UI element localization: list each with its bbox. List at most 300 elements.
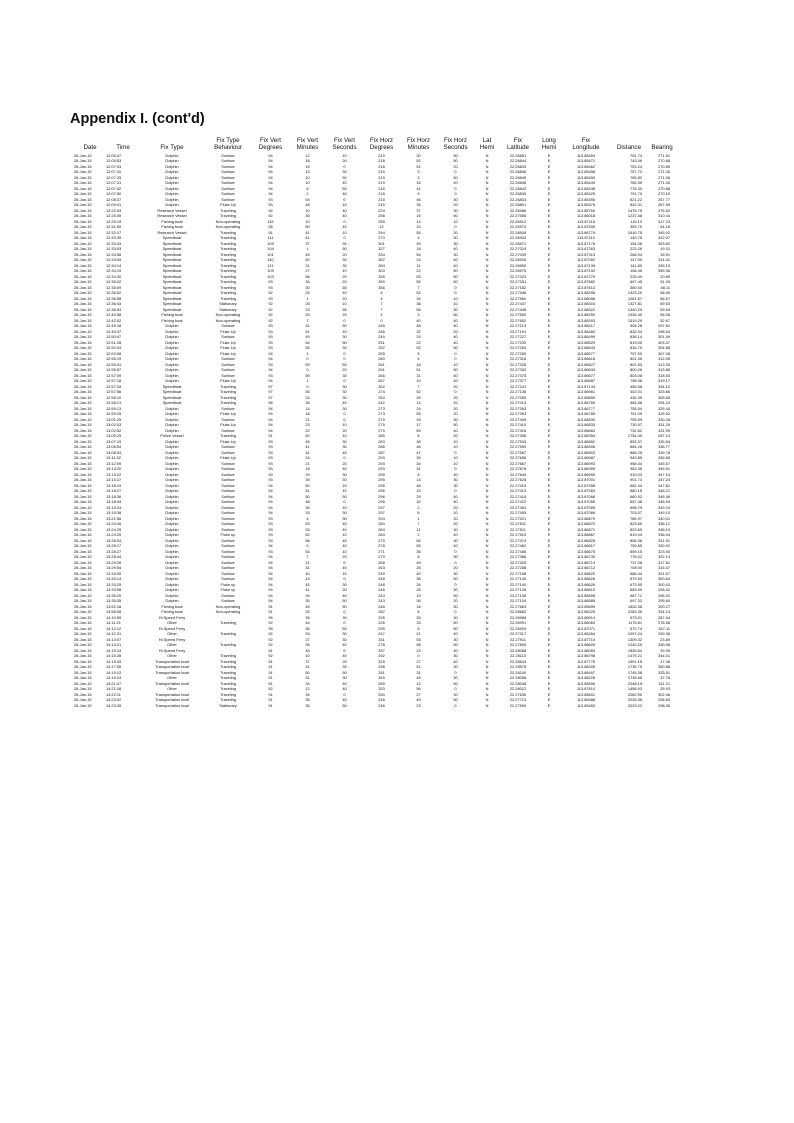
table-cell: 0 [306, 356, 309, 362]
table-cell: 806.38 [630, 537, 642, 543]
table-cell: 12:55:41 [106, 361, 122, 367]
table-cell: 300.27 [658, 603, 670, 609]
table-cell: 55 [305, 389, 310, 395]
table-cell: E [547, 548, 551, 554]
table-cell: 15 [416, 488, 421, 494]
table-cell: 50 [305, 433, 310, 439]
table-cell: 25 [305, 312, 310, 318]
table-cell: 218 [378, 191, 385, 197]
table-cell: Surface [221, 449, 235, 455]
table-cell: Traveling [220, 680, 236, 686]
table-cell: 307.08 [658, 350, 670, 356]
table-cell: 2023.02 [627, 702, 642, 708]
table-cell: 23 [416, 702, 421, 708]
table-cell: 26-Jan-15 [74, 295, 92, 301]
table-cell: 141.89 [630, 262, 642, 268]
table-cell: 50 [453, 158, 458, 164]
table-cell: 46 [416, 444, 421, 450]
table-cell: 22.26801 [509, 202, 527, 208]
table-cell: 45 [305, 581, 310, 587]
table-cell: E [547, 323, 551, 329]
table-cell: 26-Jan-15 [74, 499, 92, 505]
table-cell: Research Vessel [157, 229, 187, 235]
table-cell: 34 [416, 295, 421, 301]
table-cell: N [485, 570, 489, 576]
table-cell: Other [167, 653, 177, 659]
table-cell: 30 [342, 510, 347, 516]
table-cell: 1910.75 [627, 229, 642, 235]
table-cell: 819.04 [630, 532, 642, 538]
table-cell: 29 [305, 471, 310, 477]
table-cell: E [547, 185, 551, 191]
table-cell: 113.86687 [576, 378, 596, 384]
table-cell: N [485, 455, 489, 461]
table-cell: Non-operating [215, 317, 241, 323]
table-cell: 295.60 [658, 598, 670, 604]
table-cell: 113.87710 [576, 636, 596, 642]
table-cell: 26-Jan-15 [74, 504, 92, 510]
table-cell: 349.10 [658, 510, 670, 516]
table-cell: 286 [378, 444, 385, 450]
table-cell: 37 [416, 207, 421, 213]
table-cell: Speedboat [162, 262, 182, 268]
table-cell: 271.06 [658, 174, 670, 180]
table-cell: Surface [221, 466, 235, 472]
table-cell: 113.87814 [576, 686, 596, 692]
table-cell: Fluke up [220, 532, 236, 538]
table-cell: E [547, 625, 551, 631]
table-cell: 20 [453, 515, 458, 521]
table-cell: 113.87509 [576, 224, 596, 230]
table-cell: Dolphin [165, 174, 179, 180]
table-cell: 113.88083 [576, 647, 596, 653]
table-cell: N [485, 433, 489, 439]
table-cell: 26-Jan-15 [74, 482, 92, 488]
table-cell: 13:29:54 [106, 565, 122, 571]
table-cell: 4 [380, 295, 383, 301]
table-cell: 26-Jan-15 [74, 257, 92, 263]
table-cell: 13:02:03 [106, 422, 122, 428]
table-cell: 14:15:14 [106, 647, 122, 653]
table-cell: 26-Jan-15 [74, 686, 92, 692]
table-cell: 295 [378, 471, 385, 477]
table-cell: Non-operating [215, 218, 241, 224]
table-cell: 2 [417, 504, 420, 510]
table-cell: 49 [416, 697, 421, 703]
table-cell: 10 [342, 504, 347, 510]
table-cell: Dolphin [165, 537, 179, 543]
table-cell: 20 [453, 438, 458, 444]
table-cell: 56.06 [660, 312, 670, 318]
table-cell: Traveling [220, 262, 236, 268]
table-cell: 778.02 [630, 554, 642, 560]
table-cell: 798.06 [630, 378, 642, 384]
table-cell: 12:40:58 [106, 312, 122, 318]
table-cell: Other [167, 620, 177, 626]
table-cell: 13:35:35 [106, 598, 122, 604]
table-cell: 215 [378, 196, 385, 202]
table-cell: E [547, 620, 551, 626]
table-cell: Traveling [220, 697, 236, 703]
table-cell: 943.85 [630, 455, 642, 461]
table-cell: N [485, 427, 489, 433]
table-cell: 50 [342, 246, 347, 252]
table-cell: 30 [342, 515, 347, 521]
table-cell: E [547, 675, 551, 681]
table-cell: 94 [268, 488, 273, 494]
table-cell: E [547, 196, 551, 202]
table-cell: 26-Jan-15 [74, 339, 92, 345]
table-cell: 94 [268, 422, 273, 428]
table-cell: 113.86852 [576, 438, 596, 444]
table-cell: 22.27809 [509, 642, 527, 648]
table-cell: 53 [305, 521, 310, 527]
table-cell: 13:18:19 [106, 482, 122, 488]
table-cell: Dolphin [165, 488, 179, 494]
table-cell: Surface [221, 185, 235, 191]
table-cell: 113.86870 [576, 521, 596, 527]
table-cell: 93 [268, 372, 273, 378]
table-cell: 93 [268, 515, 273, 521]
table-cell: N [485, 581, 489, 587]
table-cell: 40 [342, 686, 347, 692]
table-cell: 0 [454, 191, 457, 197]
table-cell: 56.57 [660, 295, 670, 301]
table-cell: 573.01 [630, 614, 642, 620]
table-cell: 40 [453, 647, 458, 653]
table-cell: 22 [416, 268, 421, 274]
table-cell: Dolphin [165, 350, 179, 356]
table-cell: 484.48 [630, 400, 642, 406]
table-cell: 13:07:19 [106, 438, 122, 444]
table-cell: 50 [453, 642, 458, 648]
table-cell: Dolphin [165, 526, 179, 532]
table-cell: 30 [453, 587, 458, 593]
table-cell: E [547, 576, 551, 582]
table-cell: N [485, 702, 489, 708]
table-cell: 0 [343, 317, 346, 323]
table-cell: E [547, 328, 551, 334]
table-cell: Other [167, 675, 177, 681]
table-cell: 113.86417 [576, 323, 596, 329]
table-cell: 50 [342, 625, 347, 631]
table-cell: Non-operating [215, 609, 241, 615]
header-cell [74, 137, 204, 144]
table-cell: Surface [221, 372, 235, 378]
table-cell: 730.57 [630, 422, 642, 428]
table-cell: 335.54 [658, 438, 670, 444]
table-cell: Fluke Up [220, 411, 236, 417]
table-cell: 20 [342, 158, 347, 164]
table-cell: 30 [342, 240, 347, 246]
header-cell: Minutes [407, 144, 430, 152]
table-cell: 334 [378, 251, 385, 257]
table-cell: 40 [342, 191, 347, 197]
table-cell: 94 [268, 405, 273, 411]
table-cell: 340.01 [658, 515, 670, 521]
table-cell: 113.86609 [576, 642, 596, 648]
table-cell: Traveling [220, 207, 236, 213]
table-cell: E [547, 515, 551, 521]
table-cell: Traveling [220, 284, 236, 290]
table-cell: 12:35:02 [106, 279, 122, 285]
table-cell: 292 [378, 653, 385, 659]
table-cell: 1991.15 [627, 658, 642, 664]
table-cell: Fluke Up [220, 455, 236, 461]
table-cell: 26-Jan-15 [74, 559, 92, 565]
table-cell: 48 [416, 323, 421, 329]
table-cell: E [547, 158, 551, 164]
table-cell: Speedboat [162, 268, 182, 274]
table-cell: 679.53 [630, 576, 642, 582]
table-cell: 26-Jan-15 [74, 163, 92, 169]
table-cell: E [547, 290, 551, 296]
table-cell: Fluke Up [220, 339, 236, 345]
table-cell: 30 [453, 636, 458, 642]
table-cell: 243 [378, 598, 385, 604]
table-cell: 3 [417, 312, 420, 318]
table-cell: 660.92 [630, 493, 642, 499]
table-cell: 22.26835 [509, 191, 527, 197]
table-cell: 1475.75 [627, 207, 642, 213]
table-cell: Dolphin [165, 163, 179, 169]
table-cell: 22.27325 [509, 559, 527, 565]
table-cell: 751.09 [630, 411, 642, 417]
table-cell: 297.81 [658, 323, 670, 329]
table-cell: 22.27599 [509, 702, 527, 708]
table-cell: 4 [417, 235, 420, 241]
table-cell: 113.86906 [576, 444, 596, 450]
header-cell: Minutes [296, 144, 319, 152]
table-cell: 347.14 [658, 471, 670, 477]
table-cell: 22.27331 [509, 279, 527, 285]
table-cell: 50 [305, 482, 310, 488]
table-cell: 94 [268, 180, 273, 186]
table-cell: 25 [305, 290, 310, 296]
table-cell: 0 [454, 466, 457, 472]
table-cell: 0 [343, 455, 346, 461]
table-cell: 40 [453, 631, 458, 637]
table-cell: 12:49:37 [106, 328, 122, 334]
table-cell: 402.01 [630, 389, 642, 395]
table-cell: 22.27560 [509, 295, 527, 301]
table-cell: 2026.56 [627, 697, 642, 703]
table-cell: 30 [416, 152, 421, 158]
table-cell: 37 [305, 658, 310, 664]
table-cell: 26-Jan-15 [74, 372, 92, 378]
table-cell: 92 [268, 631, 273, 637]
table-cell: Speedboat [162, 246, 182, 252]
table-cell: Surface [221, 427, 235, 433]
table-cell: 1340.20 [627, 306, 642, 312]
table-header [74, 137, 676, 153]
table-cell: 22.26975 [509, 268, 527, 274]
table-cell: E [547, 372, 551, 378]
table-cell: 13:29:26 [106, 559, 122, 565]
table-cell: 0 [343, 235, 346, 241]
table-cell: 20 [453, 328, 458, 334]
table-cell: 323.50 [658, 548, 670, 554]
table-cell: 22.27055 [509, 394, 527, 400]
table-cell: E [547, 268, 551, 274]
table-cell: Fluke Up [220, 422, 236, 428]
table-cell: 30 [453, 526, 458, 532]
table-cell: 113.86616 [576, 356, 596, 362]
table-cell: 22.27126 [509, 587, 527, 593]
table-cell: 22 [416, 339, 421, 345]
table-cell: 113.86626 [576, 576, 596, 582]
table-cell: E [547, 152, 551, 158]
table-cell: 20 [342, 554, 347, 560]
table-cell: 22.27254 [509, 345, 527, 351]
table-cell: 37 [305, 240, 310, 246]
table-cell: 0 [454, 356, 457, 362]
table-cell: 50 [305, 224, 310, 230]
table-cell: N [485, 284, 489, 290]
table-cell: 333 [378, 686, 385, 692]
table-cell: 113.87066 [576, 510, 596, 516]
table-cell: Dolphin [165, 444, 179, 450]
table-cell: 12:34:14 [106, 262, 122, 268]
table-cell: Other [167, 686, 177, 692]
table-cell: 94 [268, 499, 273, 505]
table-cell: 111 [267, 262, 274, 268]
table-cell: 147.00 [630, 257, 642, 263]
table-cell: N [485, 686, 489, 692]
table-cell: Dolphin [165, 477, 179, 483]
table-cell: 12:55:19 [106, 356, 122, 362]
table-cell: E [547, 163, 551, 169]
table-cell: 22.26845 [509, 174, 527, 180]
table-cell: E [547, 202, 551, 208]
table-cell: 13:15:27 [106, 477, 122, 483]
table-cell: E [547, 306, 551, 312]
table-cell: 10 [453, 301, 458, 307]
table-cell: N [485, 526, 489, 532]
table-cell: 30 [342, 675, 347, 681]
table-cell: 838.14 [630, 334, 642, 340]
table-cell: N [485, 642, 489, 648]
table-cell: 38 [416, 576, 421, 582]
table-cell: 30 [453, 240, 458, 246]
table-cell: N [485, 675, 489, 681]
table-cell: 26-Jan-15 [74, 669, 92, 675]
header-row-top [74, 137, 676, 144]
table-cell: Speedboat [162, 284, 182, 290]
table-cell: 26-Jan-15 [74, 202, 92, 208]
table-cell: 49 [416, 240, 421, 246]
table-cell: 345.65 [658, 455, 670, 461]
table-cell: Dolphin [165, 356, 179, 362]
table-cell: 12:33:35 [106, 235, 122, 241]
table-cell: E [547, 383, 551, 389]
table-cell: N [485, 444, 489, 450]
table-cell: Dolphin [165, 152, 179, 158]
table-cell: 336.04 [658, 532, 670, 538]
table-cell: 218 [378, 185, 385, 191]
table-cell: E [547, 669, 551, 675]
table-cell: 34 [305, 691, 310, 697]
table-cell: 0 [343, 411, 346, 417]
table-cell: 22.26848 [509, 180, 527, 186]
table-cell: Surface [221, 444, 235, 450]
table-cell: 22.27024 [509, 246, 527, 252]
table-cell: 12:09:41 [106, 202, 122, 208]
table-cell: 1 [306, 378, 309, 384]
table-cell: 30 [342, 169, 347, 175]
table-cell: 17.46 [660, 658, 670, 664]
table-cell: 279 [378, 416, 385, 422]
table-cell: Traveling [220, 229, 236, 235]
table-cell: E [547, 702, 551, 708]
table-cell: 297 [378, 510, 385, 516]
table-cell: 347.24 [658, 477, 670, 483]
table-cell: 338.77 [658, 444, 670, 450]
table-cell: 10 [453, 218, 458, 224]
table-cell: 113.85450 [576, 174, 596, 180]
table-cell: 10 [305, 653, 310, 659]
table-cell: 803.08 [630, 372, 642, 378]
table-cell: 26-Jan-15 [74, 411, 92, 417]
table-cell: 50 [453, 279, 458, 285]
table-cell: 14:21:18 [106, 686, 122, 692]
table-cell: 26-Jan-15 [74, 691, 92, 697]
table-cell: N [485, 664, 489, 670]
table-cell: 18 [416, 246, 421, 252]
table-cell: 13:18:44 [106, 499, 122, 505]
table-cell: 1323.20 [627, 290, 642, 296]
table-cell: Traveling [220, 620, 236, 626]
table-cell: 35 [305, 642, 310, 648]
table-cell: 20 [342, 460, 347, 466]
table-cell: 0 [454, 169, 457, 175]
table-cell: 50 [453, 422, 458, 428]
table-cell: 751.74 [630, 152, 642, 158]
table-cell: 278 [378, 642, 385, 648]
table-cell: 40 [453, 543, 458, 549]
table-cell: Traveling [220, 653, 236, 659]
table-cell: 49 [416, 559, 421, 565]
table-cell: 113.87066 [576, 493, 596, 499]
table-cell: 40 [342, 680, 347, 686]
table-cell: 350.86 [658, 664, 670, 670]
table-cell: 94 [268, 570, 273, 576]
table-cell: 26-Jan-15 [74, 152, 92, 158]
table-cell: Surface [221, 543, 235, 549]
table-cell: 963.35 [630, 466, 642, 472]
table-cell: Traveling [220, 213, 236, 219]
table-cell: 22.27663 [509, 603, 527, 609]
table-cell: 50 [453, 152, 458, 158]
table-cell: E [547, 213, 551, 219]
table-cell: 53 [416, 273, 421, 279]
table-cell: 13:26:17 [106, 543, 122, 549]
table-cell: 55 [305, 345, 310, 351]
table-cell: 864.26 [630, 444, 642, 450]
table-cell: 92 [268, 312, 273, 318]
table-cell: 94 [268, 158, 273, 164]
table-cell: 94 [268, 174, 273, 180]
table-cell: N [485, 636, 489, 642]
table-cell: 26-Jan-15 [74, 218, 92, 224]
table-cell: Transportation boat [155, 691, 189, 697]
table-cell: 35 [305, 598, 310, 604]
table-cell: 24 [416, 257, 421, 263]
table-cell: 31 [305, 664, 310, 670]
table-cell: 300.64 [658, 576, 670, 582]
table-cell: N [485, 598, 489, 604]
table-cell: Dolphin [165, 372, 179, 378]
